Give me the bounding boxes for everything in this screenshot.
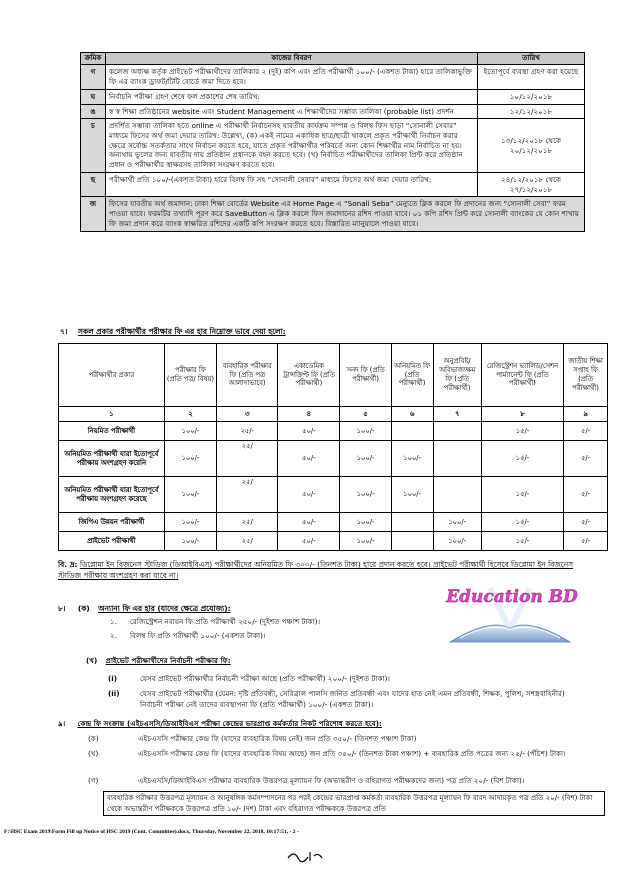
row-description: নির্বাচনি পরীক্ষা গ্রহণ শেষে ফল প্রকাশের শেষ তারিখ: [106,89,478,104]
col-number: ৭ [433,407,481,422]
fee-cell [433,477,481,513]
list-item [88,775,603,786]
fee-cell: ৫০/- [278,441,340,477]
sub-title: অন্যান্য ফি এর হার (যাদের ক্ষেত্রে প্রযোজ্য): [98,604,231,613]
fee-cell: ১০০/- [164,513,216,532]
fee-cell: ১০০/- [340,477,391,513]
examinee-type: প্রাইভেট পরীক্ষার্থী [59,532,165,551]
schedule-row [81,89,585,104]
col-number: ৯ [564,407,608,422]
list-item [108,673,390,684]
fee-cell: ১০০/- [340,532,391,551]
fee-cell: ৫/- [564,422,608,441]
col-practical-fee: ব্যবহারিক পরীক্ষার ফি (প্রতি পত্র আলাদাভাবে) [217,344,278,407]
item-text: এইচএসসি/ডিআইবিএস পরীক্ষার ব্যবহারিক উত্তরপত্র মূল্যায়ন ফি (অভ্যন্তরীণ ও বহিরাগত পরীক্ষকদের জন্য) পত্র প্রতি ২০/- (বিশ টাকা)। [138,776,525,785]
row-description: স্ব স্ব শিক্ষা প্রতিষ্ঠানের website এবং Student Management এ শিক্ষার্থীদের সম্ভাব্য তালিকা (probable list) প্রদর্শন [106,104,478,119]
schedule-row [81,172,585,196]
col-exam-fee: পরীক্ষার ফি (প্রতি পত্র/ বিষয়) [164,344,216,407]
item-text: যেসব প্রাইভেট পরীক্ষার্থীর (যেমন: দৃষ্টি প্রতিবন্ধী, সেরিব্রাল পালসি জনিত প্রতিবন্ধী এবং যাদের হাত নেই এমন প্রতিবন্ধী, শিক্ষক, পুলিশ, সশস্ত্রবাহিনীর) নির্বাচনী পরীক্ষা নেই তাদের ব্যবস্থাপনা ফি (প্রতি পরীক্ষার্থী) ১০০/- (একশত টাকা)। [140,689,565,710]
fee-cell: ১০০/- [433,532,481,551]
sub-title: প্রাইভেট পরীক্ষার্থীদের নির্বাচনী পরীক্ষার ফি: [105,656,231,665]
fee-cell [433,441,481,477]
row-date: ইতোপূর্বে ব্যবস্থা গ্রহণ করা হয়েছে [478,65,585,89]
fee-cell: ৫০/- [278,477,340,513]
row-serial: ঘ [81,89,106,104]
section-7-heading [60,327,286,339]
list-item [88,748,593,759]
fee-table [58,343,608,551]
fee-cell: ১০০/- [340,422,391,441]
fee-cell: ১০০/- [340,513,391,532]
fee-cell: ১০০/- [391,441,433,477]
col-description: কাজের বিবরণ [106,53,478,65]
footer-path: F:\HSC Exam 2019\Form Fill up Notice of HSC 2019 (Cont. Committee).docx, Thursday, November 22, 2018, 10:17:51, - 2 - [4,829,299,835]
row-description: পরীক্ষার্থী প্রতি ১০০/-(একশত টাকা) হারে বিলম্ব ফি সহ “সোনালী সেবার” মাধ্যমে ফিসের অর্থ জমা দেয়ার তারিখ: [106,172,478,196]
fee-cell: ১০০/- [433,513,481,532]
row-description: ফিসের যাবতীয় অর্থ জমাদান: ঢাকা শিক্ষা বোর্ডের Website এর Home Page এ “Sonali Seba” মেন্যুতে ক্লিক করলে ফি প্রদানের জন্য “সোনালী সেবা” ফরম পাওয়া যাবে। ফরমটির তথ্যাদি পূরণ করে SaveButton এ ক্লিক করলে ফিস জমাদানের রশিদ পাওয়া যাবে। ০১ কপি রশিদ প্রিন্ট করে সোনালী ব্যাংকের যে কোন শাখায় ফি জমা প্রদান করে ব্যাংক স্বাক্ষরিত রশিদের একটি কপি সংরক্ষণ করতে হবে। বিস্তারিত ম্যানুয়ালে পাওয়া যাবে। [106,197,585,231]
schedule-row [81,119,585,173]
fee-row [59,477,608,513]
signature-mark [286,848,326,864]
item-num: ১. [110,617,117,626]
fee-cell: ২৫/ [217,513,278,532]
row-serial: জ [81,197,106,231]
item-text: এইচএসসি পরীক্ষার কেন্দ্র ফি (যাদের ব্যবহারিক বিষয় আছে) জন প্রতি ৩৫০/- (তিনশত টাকা পঞ্চাশ) + ব্যবহারিক প্রতি পত্রের জন্য ২৫/- (পঁচিশ) টাকা। [138,749,566,759]
fee-cell: ৫/- [564,441,608,477]
schedule-header-row [81,53,585,65]
fee-cell: ১০০/- [164,532,216,551]
fee-row [59,441,608,477]
row-serial: চ [81,119,106,173]
row-serial: ঙ [81,104,106,119]
fee-cell: ৫/- [564,477,608,513]
fee-header-row [59,344,608,407]
examinee-type: অনিয়মিত পরীক্ষার্থী যারা ইতোপূর্বে পরীক্ষায় অংশগ্রহণ করেছে [59,477,165,513]
fee-row [59,513,608,532]
remuneration-note-box: ব্যবহারিক পরীক্ষার উত্তরপত্র মূল্যায়ন ও আনুষঙ্গিক কর্মসম্পাদনের পর পরই কেন্দ্রের ভারপ্রাপ্ত কর্মকর্তা ব্যবহারিক উত্তরপত্র মূল্যায়ন ফি বাবদ আদায়কৃত পত্র প্রতি ২০/- (বিশ) টাকা থেকে অভ্যন্তরীণ পরীক্ষককে উত্তরপত্র প্রতি ১০/- (দশ) টাকা এবং বহিরাগত পরীক্ষককে উত্তরপত্র প্রতি [103,791,605,816]
list-item [108,688,588,710]
row-date: ২৪/১২/২০১৮ থেকে ২৭/১২/২০১৮ [478,172,585,196]
note-label: বি. দ্র: [58,560,78,569]
item-num: ২. [110,631,117,640]
item-num: (ক) [88,734,99,743]
fee-cell: ১০০/- [164,441,216,477]
fee-cell: ২৫/ [217,441,278,477]
sub-label: (ক) [77,604,90,613]
col-number: ৬ [391,407,433,422]
row-date: ১৩/১২/২০১৮ থেকে ২০/১২/২০১৮ [478,119,585,173]
item-text: বিলম্ব ফি প্রতি পরীক্ষার্থী ১০০/- (একশত টাকা)। [130,631,266,640]
row-serial: গ [81,65,106,89]
fee-cell: ২৫/- [217,422,278,441]
fee-cell [391,513,433,532]
item-num: (গ) [88,776,99,785]
col-transcript-fee: একাডেমিক ট্রান্সক্রিপ্ট ফি (প্রতি পরীক্ষার্থী) [278,344,340,407]
col-serial: ক্রমিক [81,53,106,65]
fee-cell [391,422,433,441]
section-number: ৭। [60,327,68,336]
schedule-row [81,197,585,231]
fee-cell [391,532,433,551]
examinee-type: জিপিএ উন্নয়ন পরীক্ষার্থী [59,513,165,532]
fee-cell: ১০০/- [391,477,433,513]
fee-cell: ৫/- [564,513,608,532]
fee-cell: ১৫/- [481,477,563,513]
fee-cell: ১০০/- [340,441,391,477]
section-number: ৮। [58,604,66,613]
col-date: তারিখ [478,53,585,65]
col-number: ২ [164,407,216,422]
fee-cell: ১০০/- [164,477,216,513]
row-serial: ছ [81,172,106,196]
fee-cell [433,422,481,441]
col-registration-fee: রেজিস্ট্রেশন ভ্যালিড/সেশন পার্ম্যানেন্ট ফি (প্রতি পরীক্ষার্থী) [481,344,563,407]
fee-cell: ১০০/- [164,422,216,441]
col-number: ৩ [217,407,278,422]
fee-cell: ৫০/- [278,532,340,551]
section-title: কেন্দ্র ফি সংক্রান্ত (এইচএসসি/ডিআইবিএস পরীক্ষা কেন্দ্রের ভারপ্রাপ্ত কর্মকর্তার নিকট পরিশোধ করতে হবে): [77,719,382,728]
col-number: ১ [59,407,165,422]
item-num: (i) [108,674,118,683]
section-title: সকল প্রকার পরীক্ষার্থীর পরীক্ষার ফি এর হার নিম্নোক্ত ভাবে দেয়া হলো: [78,327,286,336]
education-bd-logo [420,568,600,648]
section-number: ৯। [58,719,66,728]
fee-cell: ২৫/ [217,477,278,513]
section-9-heading [58,718,598,729]
item-text: রেজিস্ট্রেশন নবায়ন ফি প্রতি পরীক্ষার্থী ২৫০/- (দুইশত পঞ্চাশ টাকা)। [130,617,321,626]
item-text: যেসব প্রাইভেট পরীক্ষার্থীর নির্বাচনী পরীক্ষা আছে (প্রতি পরীক্ষার্থী) ২০০/- (দুইশত টাকা)। [140,674,390,683]
note-text: ডিপ্লোমা ইন বিজনেস স্টাডিজ (ডিআইবিএস) পরীক্ষার্থীদের অনিয়মিত ফি ৩০০/- (তিনশত টাকা) হারে প্রদান করতে হবে। প্রাইভেট পরীক্ষার্থী হিসেবে ডিপ্লোমা ইন বিজনেস স্টাডিজ পরীক্ষায় অংশগ্রহণ করা যাবে না। [58,560,574,581]
fee-cell: ২৫/ [217,532,278,551]
col-examinee-type: পরীক্ষার্থীর প্রকার [59,344,165,407]
fee-row [59,422,608,441]
list-item [88,733,593,744]
row-date: ১২/১২/২০১৮ [478,104,585,119]
col-number: ৪ [278,407,340,422]
col-entry-fee: অনুপ্রবিষ্ট/ অবিভাজ্যক্ষম ফি (প্রতি পরীক্ষার্থী) [433,344,481,407]
col-number: ৮ [481,407,563,422]
examinee-type: অনিয়মিত পরীক্ষার্থী যারা ইতোপূর্বে পরীক্ষায় অংশগ্রহণ করেনি [59,441,165,477]
item-text: এইচএসসি পরীক্ষার কেন্দ্র ফি (যাদের ব্যবহারিক বিষয় নেই) জন প্রতি ৩৫০/- (তিনশত পঞ্চাশ টাকা) [138,734,417,743]
fee-cell: ১৫/- [481,441,563,477]
fee-cell: ১৫/- [481,513,563,532]
schedule-row [81,65,585,89]
item-num: (ii) [108,689,120,698]
fee-number-row [59,407,608,422]
examinee-type: নিয়মিত পরীক্ষার্থী [59,422,165,441]
fee-cell: ১৫/- [481,532,563,551]
sub-heading [86,655,231,666]
fee-row [59,532,608,551]
schedule-row [81,104,585,119]
col-certificate-fee: সনদ ফি (প্রতি পরীক্ষার্থী) [340,344,391,407]
fee-cell: ১৫/- [481,422,563,441]
row-description: প্রদর্শিত সম্ভাব্য তালিকা হতে online এ পরীক্ষার্থী নির্বাচনসহ যাবতীয় কার্যক্রম সম্পন্ন ও বিলম্ব ফিস ছাড়া “সোনালী সেবার” মাধ্যমে ফিসের অর্থ জমা দেয়ার তারিখ: উল্লেখ্য, (ক) একই নামের একাধিক ছাত্র/ছাত্রী থাকলে প্রকৃত পরীক্ষার্থী নির্বাচন করার ক্ষেত্রে সর্বোচ্চ সতর্কতার সাথে নির্বাচন করতে হবে, যাতে প্রকৃত পরীক্ষার্থীর পরিবর্তে অন্য কোন শিক্ষার্থীর নাম নির্বাচিত না হয়। অন্যথায় ভুলের জন্য যাবতীয় দায় প্রতিষ্ঠান প্রধানকে বহন করতে হবে। (খ) নির্বাচিত পরীক্ষার্থীদের তালিকা প্রিন্ট করে প্রতিষ্ঠান প্রধান ও পরীক্ষার্থীর স্বাক্ষরসহ তালিকা সংরক্ষণ করতে হবে। [106,119,478,173]
row-date: ১০/১২/২০১৮ [478,89,585,104]
section-8-heading [58,603,231,614]
fee-cell: ৫০/- [278,513,340,532]
fee-cell: ৫০/- [278,422,340,441]
logo-text: Education BD [446,587,578,607]
list-item [110,630,266,641]
item-num: (খ) [88,749,99,758]
col-irregular-fee: অনিয়মিত ফি (প্রতি পরীক্ষার্থী) [391,344,433,407]
fee-cell: ৫/- [564,532,608,551]
list-item [110,616,321,627]
schedule-table [80,52,585,232]
sub-label: (খ) [86,656,98,665]
row-description: কলেজ অধ্যক্ষ কর্তৃক প্রাইভেট পরীক্ষার্থীদের তালিকার ২ (দুই) কপি এবং প্রতি পরীক্ষার্থী ১০০/- (একশত টাকা) হারে তালিকাভুক্তি ফি এর ব্যাংক ড্রাফট/টিটি বোর্ডে জমা দিতে হবে। [106,65,478,89]
col-number: ৫ [340,407,391,422]
col-education-week-fee: জাতীয় শিক্ষা সপ্তাহ ফি (প্রতি পরীক্ষার্থী) [564,344,608,407]
